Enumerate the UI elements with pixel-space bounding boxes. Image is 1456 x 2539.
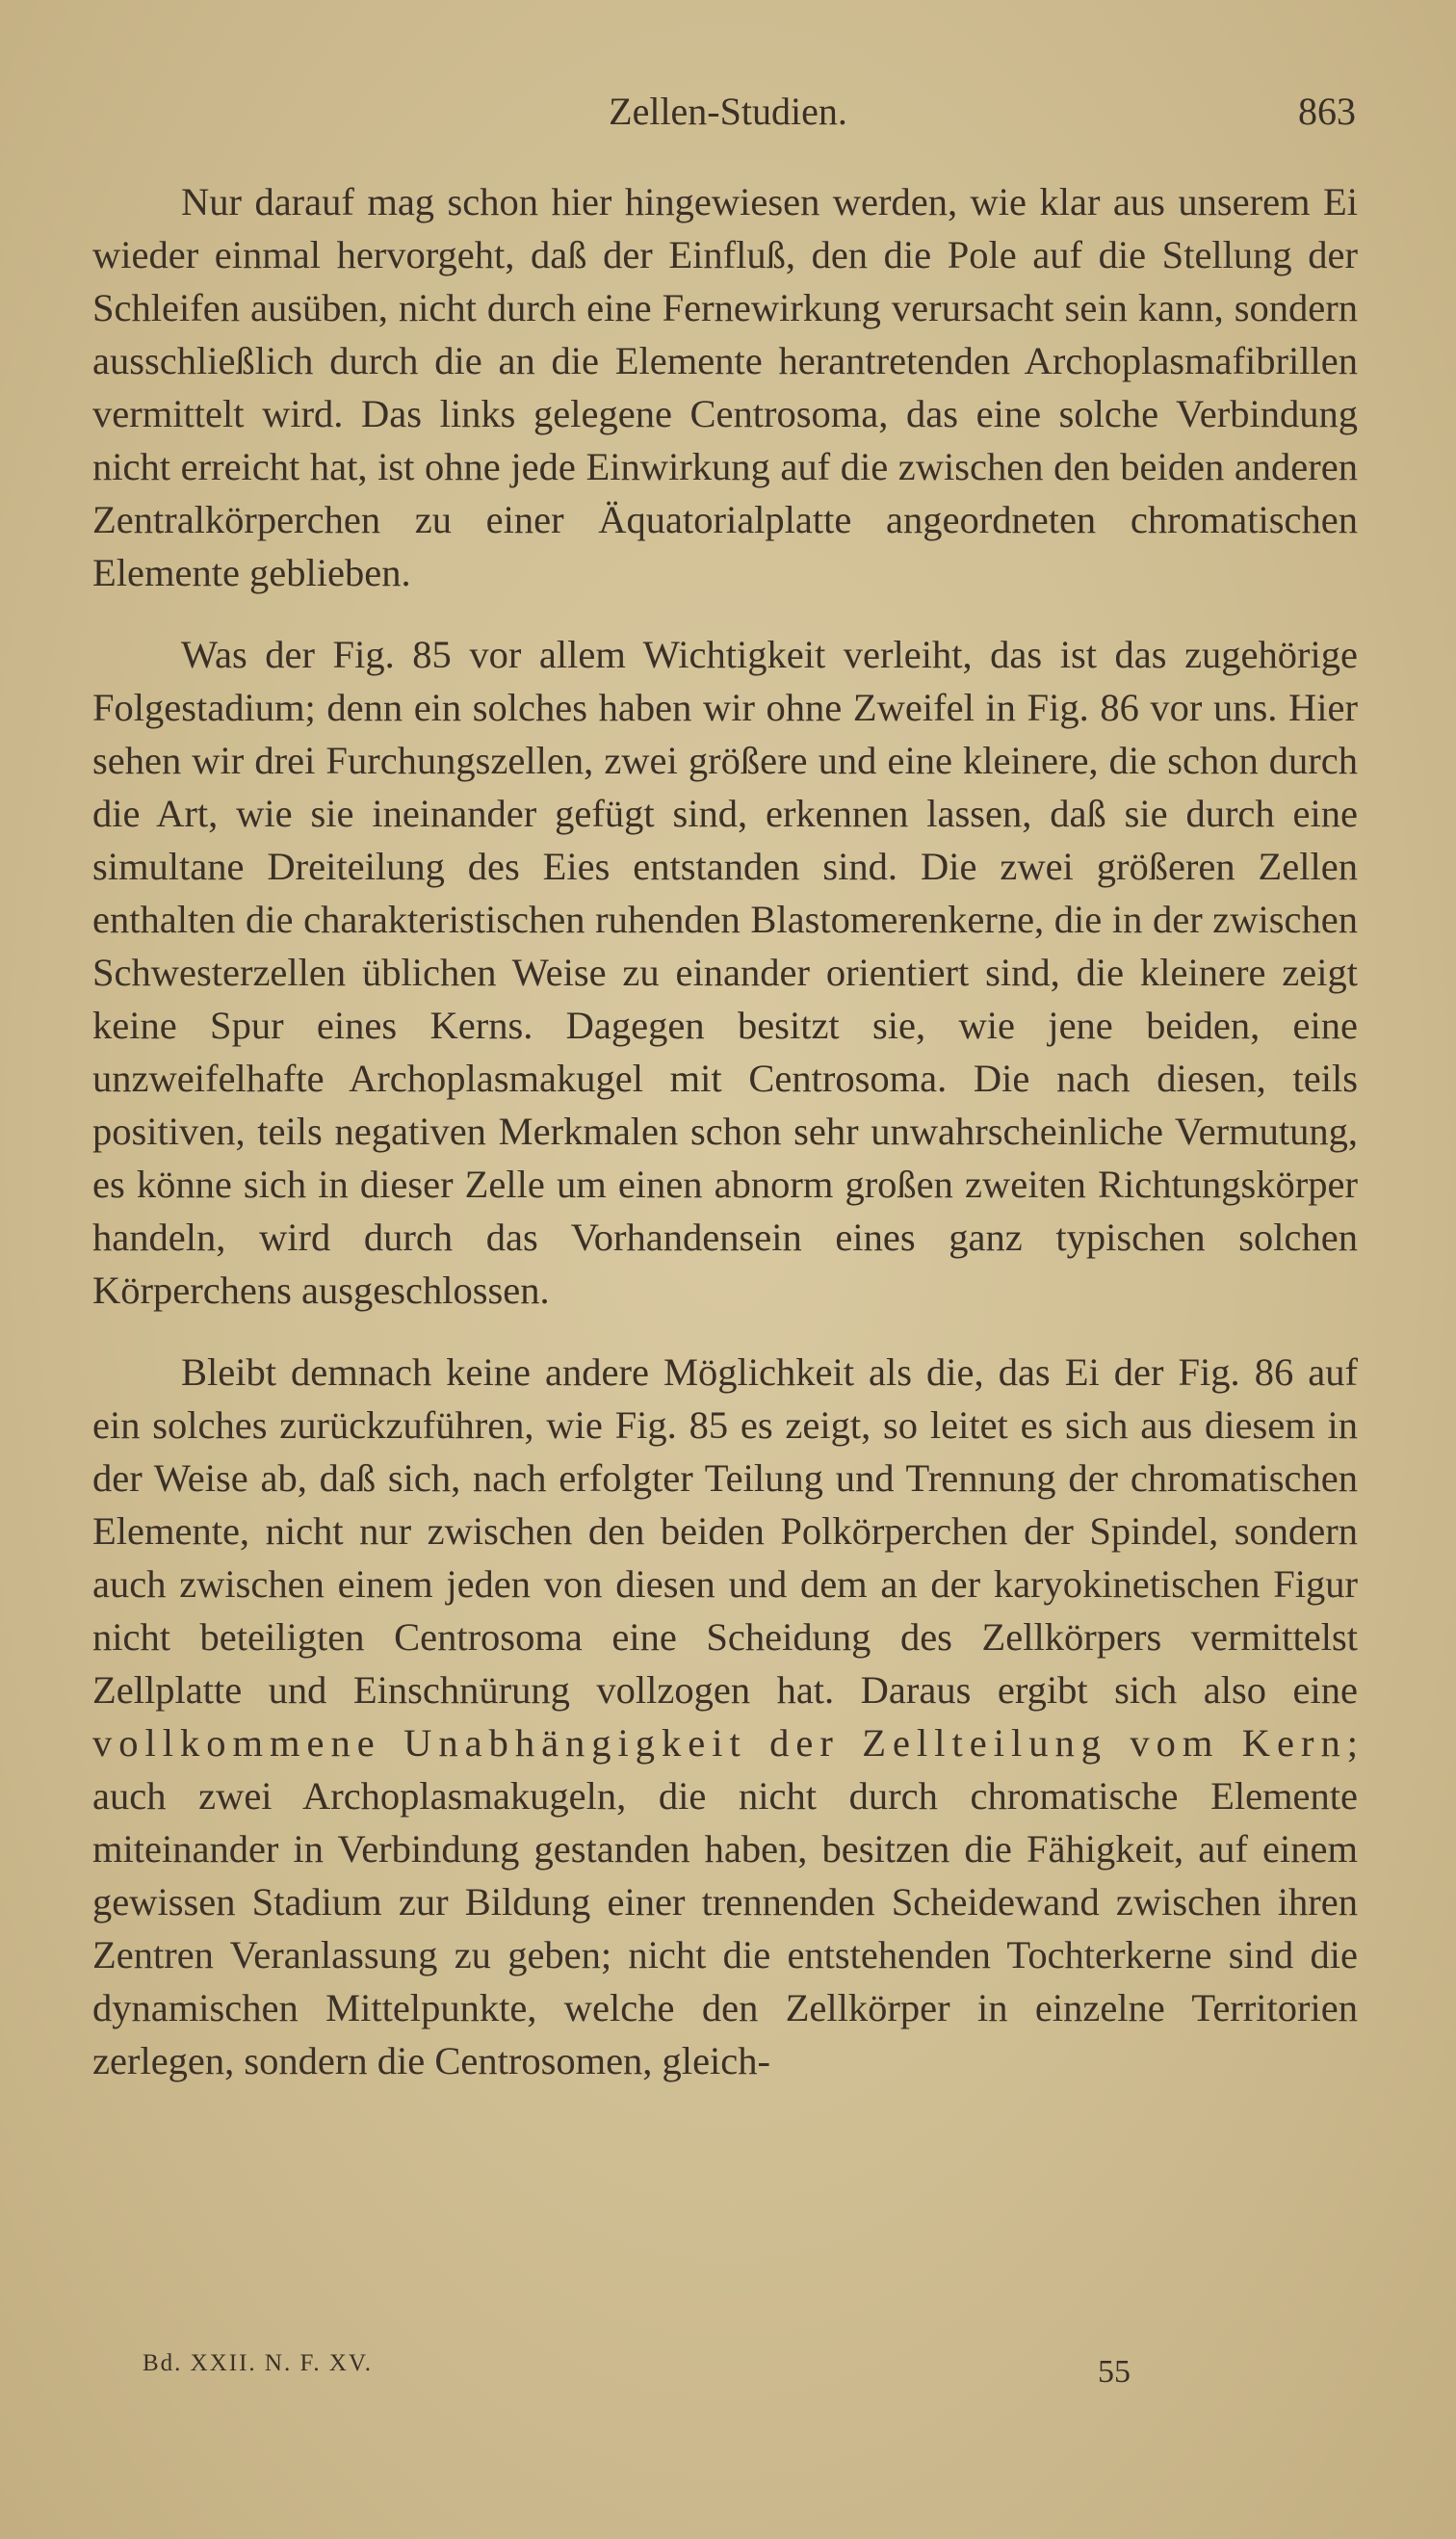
emphasized-phrase: vollkommene Unabhängigkeit der Zellteilung vom Kern	[92, 1721, 1347, 1765]
body-text	[92, 175, 1358, 2087]
volume-signature: Bd. XXII. N. F. XV.	[143, 2350, 374, 2376]
running-header	[0, 89, 1456, 137]
paragraph-1: Nur darauf mag schon hier hingewiesen werden, wie klar aus unserem Ei wieder einmal hervorgeht, daß der Einfluß, den die Pole auf die Stellung der Schleifen ausüben, nicht durch eine Fernewirkung verursacht sein kann, sondern ausschließlich durch die an die Elemente herantretenden Archoplasmafibrillen vermittelt wird. Das links gelegene Centrosoma, das eine solche Verbindung nicht erreicht hat, ist ohne jede Einwirkung auf die zwischen den beiden anderen Zentralkörperchen zu einer Äquatorialplatte angeordneten chromatischen Elemente geblieben.	[92, 180, 1358, 594]
paragraph-3	[92, 1346, 1358, 2087]
paragraph-2: Was der Fig. 85 vor allem Wichtigkeit verleiht, das ist das zugehörige Folgestadium; denn ein solches haben wir ohne Zweifel in Fig. 86 vor uns. Hier sehen wir drei Furchungszellen, zwei größere und eine kleinere, die schon durch die Art, wie sie ineinander gefügt sind, erkennen lassen, daß sie durch eine simultane Dreiteilung des Eies entstanden sind. Die zwei größeren Zellen enthalten die charakteristischen ruhenden Blastomerenkerne, die in der zwischen Schwesterzellen üblichen Weise zu einander orientiert sind, die kleinere zeigt keine Spur eines Kerns. Dagegen besitzt sie, wie jene beiden, eine unzweifelhafte Archoplasmakugel mit Centrosoma. Die nach diesen, teils positiven, teils negativen Merkmalen schon sehr unwahrscheinliche Vermutung, es könne sich in dieser Zelle um einen abnorm großen zweiten Richtungskörper handeln, wird durch das Vorhandensein eines ganz typischen solchen Körperchens ausgeschlossen.	[92, 633, 1358, 1312]
page-footer	[0, 2344, 1456, 2393]
paragraph-3-text-a: Bleibt demnach keine andere Möglichkeit als die, das Ei der Fig. 86 auf ein solches zurückzuführen, wie Fig. 85 es zeigt, so leitet es sich aus diesem in der Weise ab, daß sich, nach erfolgter Teilung und Trennung der chromatischen Elemente, nicht nur zwischen den beiden Polkörperchen der Spindel, sondern auch zwischen einem jeden von diesen und dem an der karyokinetischen Figur nicht beteiligten Centrosoma eine Scheidung des Zellkörpers vermittelst Zellplatte und Einschnürung vollzogen hat. Daraus ergibt sich also eine	[92, 1350, 1358, 1712]
paragraph-3-text-b: ; auch zwei Archoplasmakugeln, die nicht durch chromatische Elemente miteinander in Verbindung gestanden haben, besitzen die Fähigkeit, auf einem gewissen Stadium zur Bildung einer trennenden Scheidewand zwischen ihren Zentren Veranlassung zu geben; nicht die entstehenden Tochterkerne sind die dynamischen Mittelpunkte, welche den Zellkörper in einzelne Territorien zerlegen, sondern die Centrosomen, gleich-	[92, 1721, 1358, 2082]
running-title: Zellen-Studien.	[609, 90, 847, 133]
page-number: 863	[1298, 90, 1356, 133]
sheet-number: 55	[1098, 2354, 1131, 2390]
